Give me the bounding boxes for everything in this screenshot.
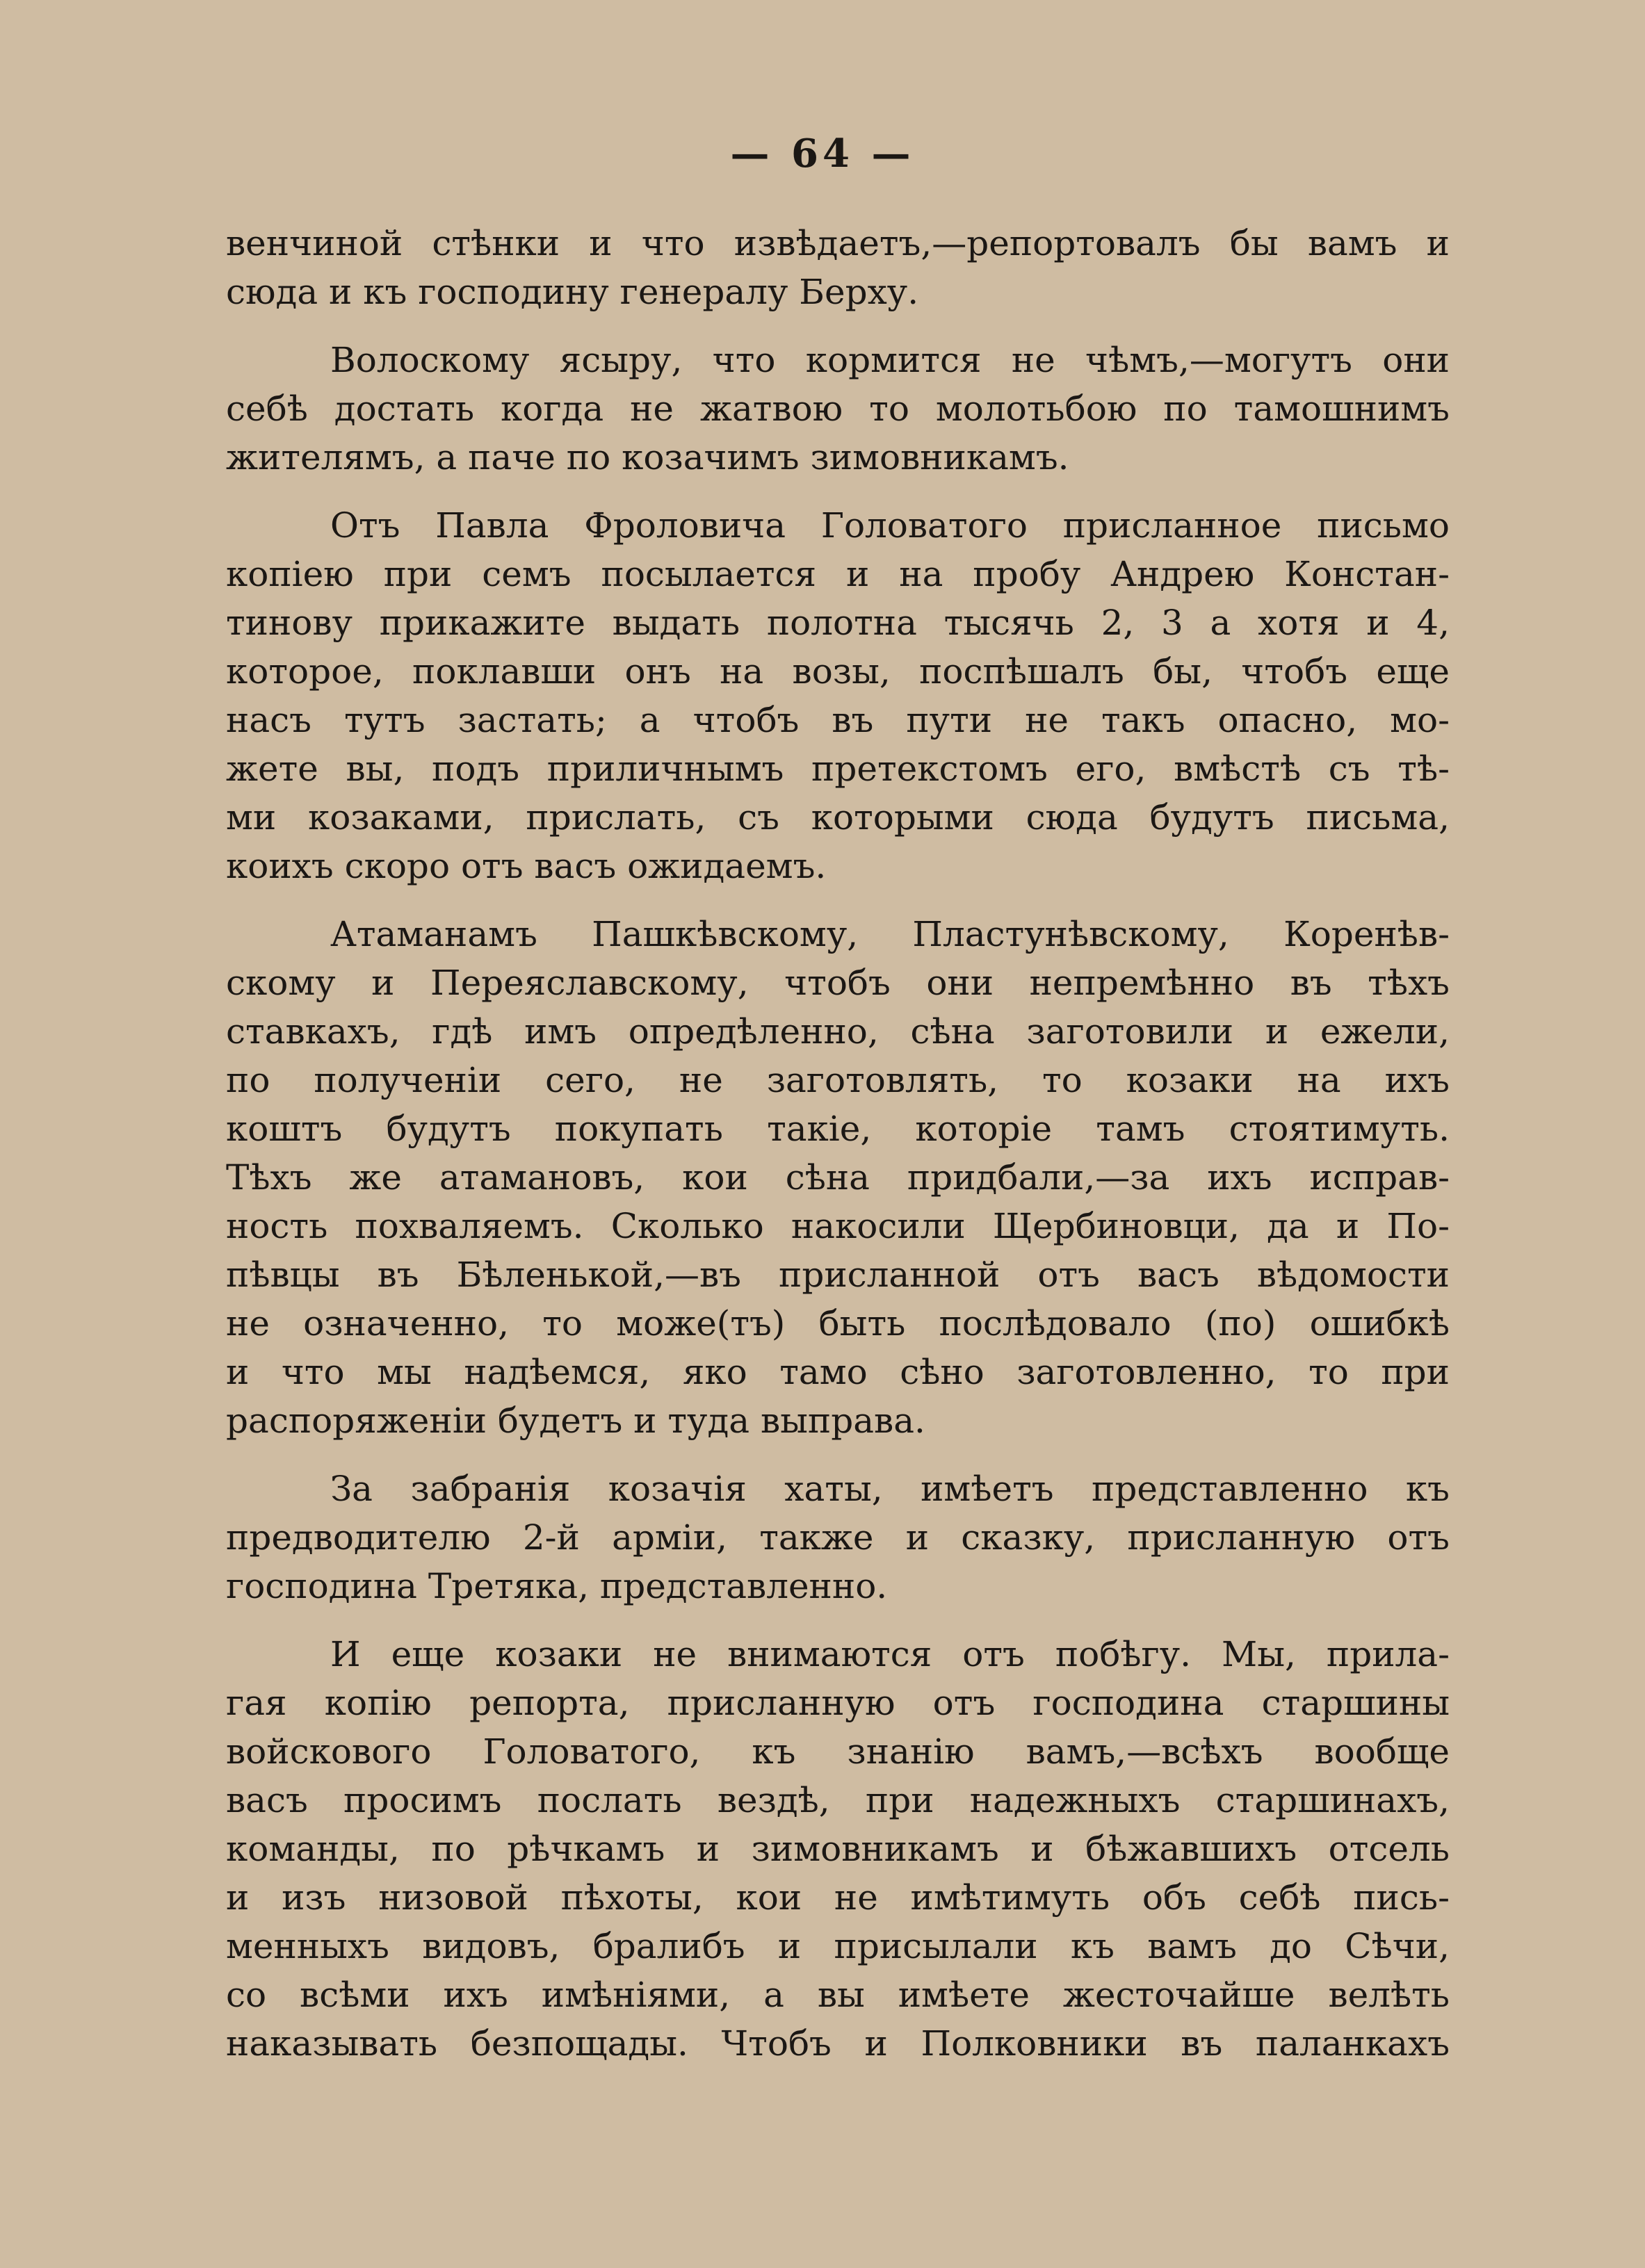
text-line: коихъ скоро отъ васъ ожидаемъ.	[226, 846, 827, 886]
paragraph	[226, 501, 1450, 890]
text-line: ставкахъ, гдѣ имъ опредѣленно, сѣна заготовили и ежели,	[226, 1011, 1450, 1052]
text-line: Отъ Павла Фроловича Головатого присланное письмо	[330, 505, 1450, 546]
text-line: со всѣми ихъ имѣніями, а вы имѣете жесточайше велѣть	[226, 1975, 1450, 2015]
text-line: менныхъ видовъ, бралибъ и присылали къ вамъ до Сѣчи,	[226, 1926, 1450, 1966]
paragraph	[226, 910, 1450, 1445]
text-body	[226, 219, 1450, 2087]
paragraph	[226, 336, 1450, 482]
text-line: распоряженіи будетъ и туда выправа.	[226, 1401, 925, 1441]
text-line: копіею при семъ посылается и на пробу Андрею Констан-	[226, 554, 1450, 594]
text-line: сюда и къ господину генералу Берху.	[226, 272, 919, 312]
text-line: Атаманамъ Пашкѣвскому, Пластунѣвскому, Коренѣв-	[330, 914, 1450, 954]
text-line: и изъ низовой пѣхоты, кои не имѣтимуть объ себѣ пись-	[226, 1877, 1450, 1918]
text-line: команды, по рѣчкамъ и зимовникамъ и бѣжавшихъ отсель	[226, 1829, 1450, 1869]
text-line: венчиной стѣнки и что извѣдаетъ,—репортовалъ бы вамъ и	[226, 223, 1450, 263]
text-line: И еще козаки не внимаются отъ побѣгу. Мы, прила-	[330, 1634, 1450, 1674]
text-line: скому и Переяславскому, чтобъ они непремѣнно въ тѣхъ	[226, 963, 1450, 1003]
text-line: пѣвцы въ Бѣленькой,—въ присланной отъ васъ вѣдомости	[226, 1255, 1450, 1295]
text-line: Волоскому ясыру, что кормится не чѣмъ,—могутъ они	[330, 340, 1450, 380]
text-line: наказывать безпощады. Чтобъ и Полковники въ паланкахъ	[226, 2023, 1450, 2064]
paragraph	[226, 219, 1450, 316]
text-line: Тѣхъ же атамановъ, кои сѣна придбали,—за ихъ исправ-	[226, 1157, 1450, 1198]
text-line: ность похваляемъ. Сколько накосили Щербиновци, да и По-	[226, 1206, 1450, 1246]
text-line: войскового Головатого, къ знанію вамъ,—всѣхъ вообще	[226, 1731, 1450, 1772]
paragraph	[226, 1630, 1450, 2068]
text-line: насъ тутъ застать; а чтобъ въ пути не такъ опасно, мо-	[226, 700, 1450, 740]
text-line: господина Третяка, представленно.	[226, 1566, 888, 1606]
text-line: гая копію репорта, присланную отъ господина старшины	[226, 1683, 1450, 1723]
text-line: себѣ достать когда не жатвою то молотьбою по тамошнимъ	[226, 389, 1450, 429]
text-line: жете вы, подъ приличнымъ претекстомъ его, вмѣстѣ съ тѣ-	[226, 749, 1450, 789]
text-line: За забранія козачія хаты, имѣетъ представленно къ	[330, 1469, 1450, 1509]
page-number: — 64 —	[730, 131, 915, 177]
text-line: тинову прикажите выдать полотна тысячь 2, 3 а хотя и 4,	[226, 603, 1450, 643]
text-line: не означенно, то може(тъ) быть послѣдовало (по) ошибкѣ	[226, 1303, 1450, 1344]
text-line: предводителю 2-й арміи, также и сказку, присланную отъ	[226, 1517, 1450, 1558]
text-line: по полученіи сего, не заготовлять, то козаки на ихъ	[226, 1060, 1450, 1100]
paragraph	[226, 1465, 1450, 1610]
text-line: ми козаками, прислать, съ которыми сюда будутъ письма,	[226, 797, 1450, 838]
text-line: коштъ будутъ покупать такіе, которіе тамъ стоятимуть.	[226, 1109, 1450, 1149]
text-line: жителямъ, а паче по козачимъ зимовникамъ.	[226, 437, 1069, 478]
text-line: которое, поклавши онъ на возы, поспѣшалъ бы, чтобъ еще	[226, 651, 1450, 692]
text-line: васъ просимъ послать вездѣ, при надежныхъ старшинахъ,	[226, 1780, 1450, 1820]
text-line: и что мы надѣемся, яко тамо сѣно заготовленно, то при	[226, 1352, 1450, 1392]
